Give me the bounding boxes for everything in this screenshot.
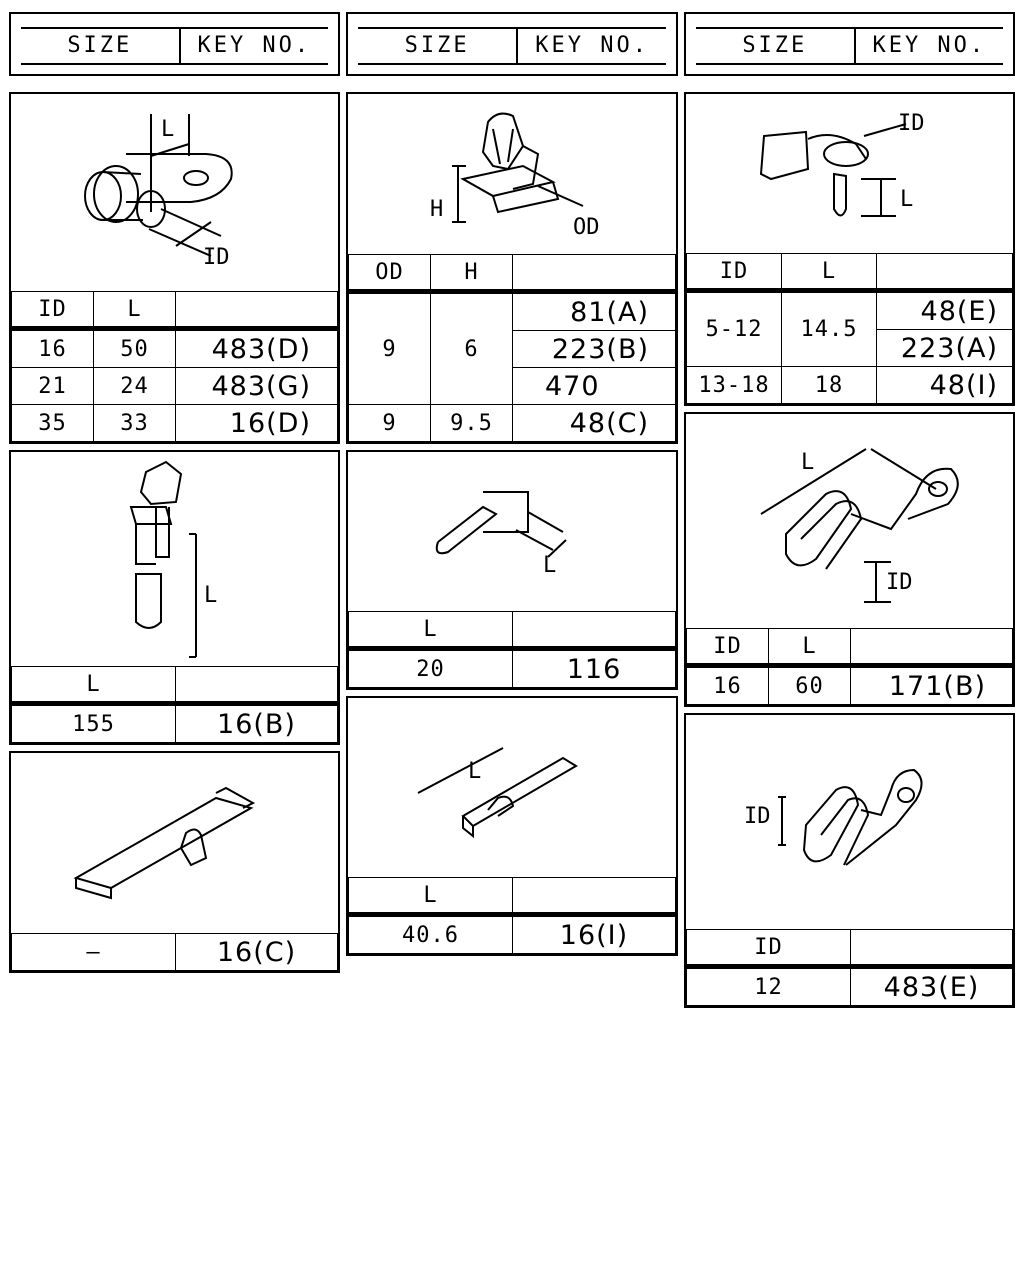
dim-label: L xyxy=(900,187,914,212)
table-row: 9 6 81(A) xyxy=(349,292,676,331)
col-header: ID xyxy=(12,292,94,329)
table-row: 5-12 14.5 48(E) xyxy=(687,291,1013,330)
spec-table xyxy=(686,929,1013,1006)
key-number: 16(C) xyxy=(176,934,338,971)
key-number: 48(I) xyxy=(877,367,1013,404)
col-header: L xyxy=(782,254,877,291)
spec-table xyxy=(11,933,338,971)
header-box-3 xyxy=(684,12,1015,76)
key-number: 171(B) xyxy=(851,666,1013,705)
key-number: 48(C) xyxy=(513,405,676,442)
col-header xyxy=(851,629,1013,666)
table-row: 16 60 171(B) xyxy=(687,666,1013,705)
key-number: 483(E) xyxy=(851,967,1013,1006)
header-box-1 xyxy=(9,12,340,76)
col-header: OD xyxy=(349,255,431,292)
col-header: L xyxy=(349,612,513,649)
key-number: 116 xyxy=(513,649,676,688)
col-header: L xyxy=(94,292,176,329)
key-number: 16(B) xyxy=(176,704,338,743)
table-row: — 16(C) xyxy=(12,934,338,971)
dim-label: OD xyxy=(573,215,600,240)
dim-label: L xyxy=(801,450,815,475)
band-clip-drawing xyxy=(11,452,338,667)
table-row: 16 50 483(D) xyxy=(12,329,338,368)
size-header: SIZE xyxy=(21,29,181,63)
spec-table xyxy=(11,291,338,442)
panel-clip-od xyxy=(346,92,678,444)
size-header: SIZE xyxy=(696,29,856,63)
panel-clamp-eyelet xyxy=(9,92,340,444)
panel-flat-clip xyxy=(9,751,340,973)
col-header: L xyxy=(349,878,513,915)
spec-table xyxy=(348,254,676,442)
clamp-eyelet-drawing xyxy=(11,94,338,296)
key-no-header: KEY NO. xyxy=(197,33,312,58)
col-header xyxy=(513,255,676,292)
spec-table xyxy=(348,611,676,688)
panel-band-clip xyxy=(9,450,340,745)
col-header: ID xyxy=(687,254,782,291)
col-header xyxy=(877,254,1013,291)
dim-label: L xyxy=(204,583,218,608)
panel-hook-clip xyxy=(346,450,678,690)
key-number: 16(D) xyxy=(176,405,338,442)
key-number: 470 xyxy=(513,368,676,405)
col-header xyxy=(176,667,338,704)
dim-label: L xyxy=(468,759,482,784)
key-number: 483(D) xyxy=(176,329,338,368)
dim-label: L xyxy=(161,117,175,142)
col-header: ID xyxy=(687,930,851,967)
clamp-id-drawing xyxy=(686,715,1013,933)
col-header xyxy=(176,292,338,329)
size-header: SIZE xyxy=(358,29,518,63)
clamp-pin-drawing xyxy=(686,94,1013,254)
table-row: 21 24 483(G) xyxy=(12,368,338,405)
key-number: 48(E) xyxy=(877,291,1013,330)
key-no-header: KEY NO. xyxy=(872,33,987,58)
dim-label: H xyxy=(430,197,444,222)
col-header: H xyxy=(431,255,513,292)
strip-clip-drawing xyxy=(348,698,676,880)
spec-table xyxy=(11,666,338,743)
panel-clamp-id xyxy=(684,713,1015,1008)
dim-label: ID xyxy=(203,245,230,270)
key-number: 483(G) xyxy=(176,368,338,405)
flat-clip-drawing xyxy=(11,753,338,935)
header-box-2 xyxy=(346,12,678,76)
table-row: 155 16(B) xyxy=(12,704,338,743)
panel-clamp-pin xyxy=(684,92,1015,406)
key-number: 16(I) xyxy=(513,915,676,954)
table-row: 35 33 16(D) xyxy=(12,405,338,442)
table-row: 40.6 16(I) xyxy=(349,915,676,954)
table-row: 9 9.5 48(C) xyxy=(349,405,676,442)
col-header xyxy=(851,930,1013,967)
clip-od-drawing xyxy=(348,94,676,252)
spec-table xyxy=(686,253,1013,404)
col-header: L xyxy=(12,667,176,704)
spec-table xyxy=(348,877,676,954)
table-row: 20 116 xyxy=(349,649,676,688)
col-header: L xyxy=(769,629,851,666)
col-header: ID xyxy=(687,629,769,666)
key-no-header: KEY NO. xyxy=(535,33,649,58)
spec-table xyxy=(686,628,1013,705)
key-number: 223(A) xyxy=(877,330,1013,367)
col-header xyxy=(513,878,676,915)
dim-label: ID xyxy=(898,111,925,136)
dim-label: L xyxy=(543,553,557,578)
table-row: 13-18 18 48(I) xyxy=(687,367,1013,404)
dim-label: ID xyxy=(886,570,913,595)
panel-double-clamp xyxy=(684,412,1015,707)
double-clamp-drawing xyxy=(686,414,1013,632)
dim-label: ID xyxy=(744,804,771,829)
table-row: 12 483(E) xyxy=(687,967,1013,1006)
hook-clip-drawing xyxy=(348,452,676,614)
key-number: 81(A) xyxy=(513,292,676,331)
key-number: 223(B) xyxy=(513,331,676,368)
panel-strip-clip xyxy=(346,696,678,956)
col-header xyxy=(513,612,676,649)
